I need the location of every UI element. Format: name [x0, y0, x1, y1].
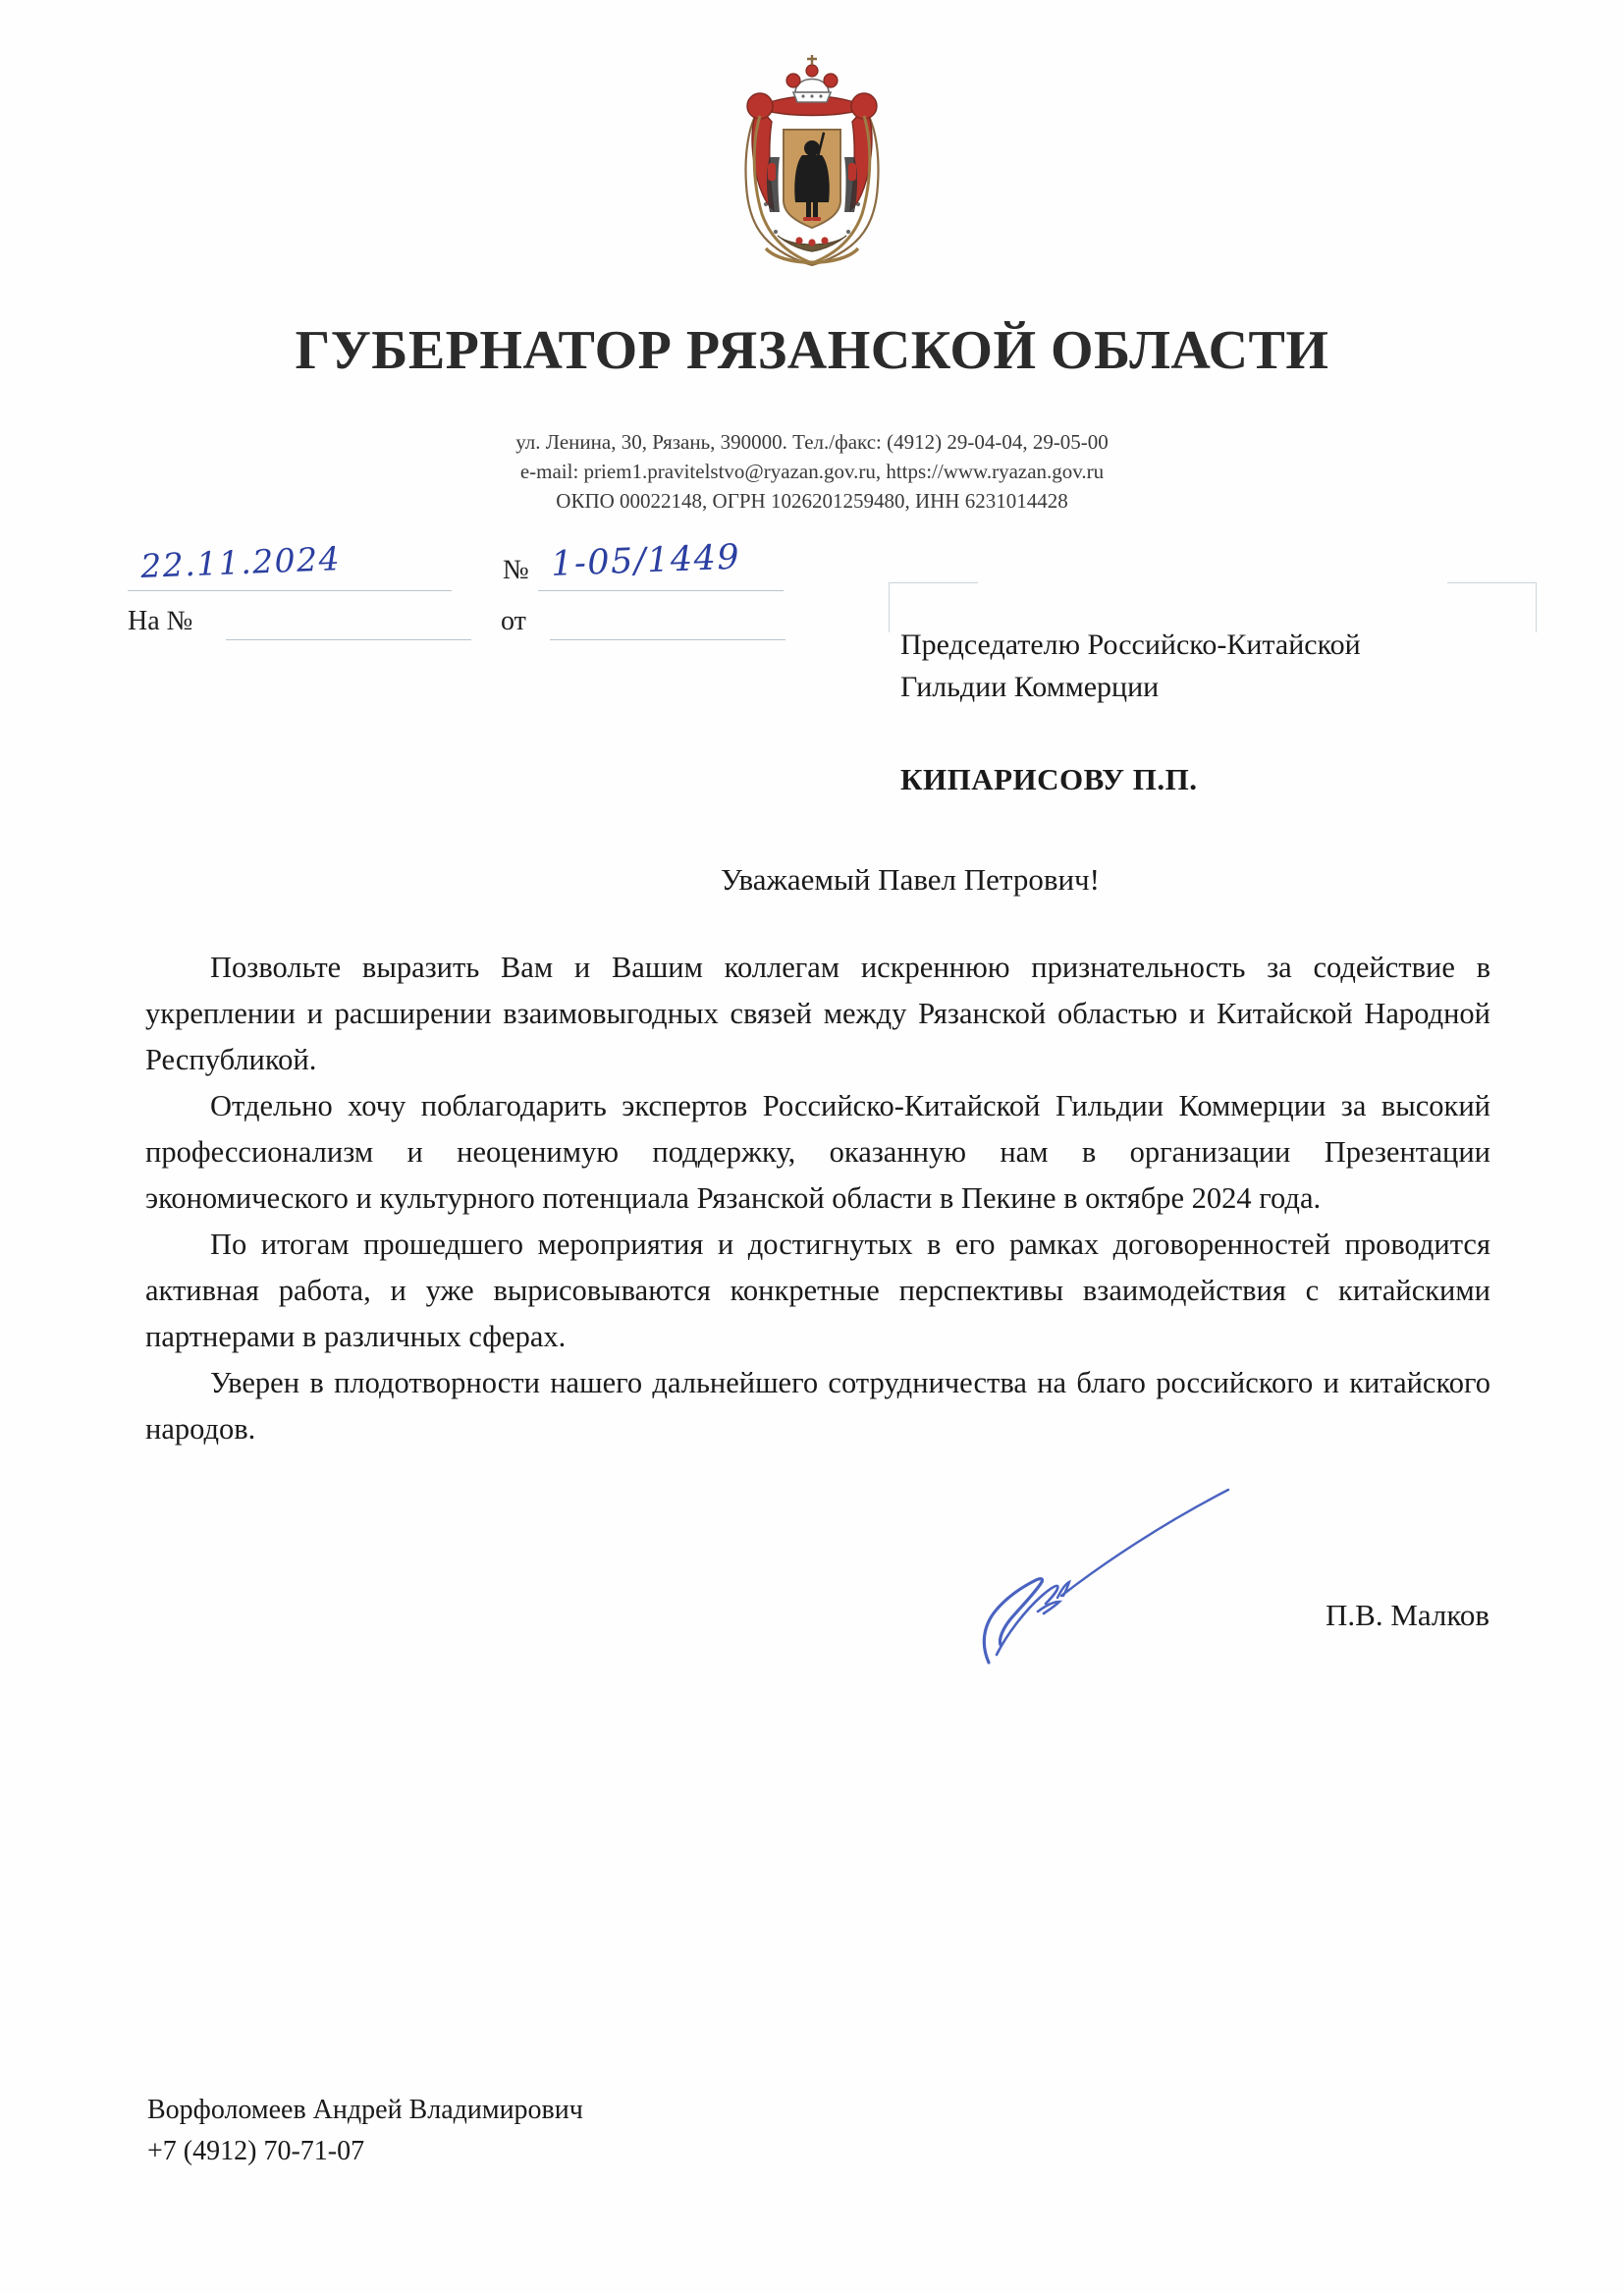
addressee-position-line-2: Гильдии Коммерции — [900, 671, 1160, 703]
reference-row-outgoing — [128, 537, 815, 596]
body-paragraph: По итогам прошедшего мероприятия и достигнутых в его рамках договоренностей проводится активная работа, и уже вырисовываются конкретные перспективы взаимодействия с китайскими партнерами в различных сферах. — [145, 1228, 1490, 1353]
coat-of-arms-icon — [709, 47, 915, 293]
on-number-label: На № — [128, 606, 193, 636]
number-label: № — [503, 555, 529, 585]
letter-body — [145, 945, 1490, 1452]
from-date-label: от — [501, 606, 526, 636]
body-paragraph: Отдельно хочу поблагодарить экспертов Российско-Китайской Гильдии Коммерции за высокий профессионализм и неоценимую поддержку, оказанную нам в организации Презентации экономического и культурного потенциала Рязанской области в Пекине в октябре 2024 года. — [145, 1089, 1490, 1215]
addressee-position — [900, 624, 1529, 708]
emblem-container — [0, 47, 1624, 293]
executor-contact — [147, 2090, 583, 2172]
on-number-rule — [226, 639, 471, 640]
body-paragraph: Уверен в плодотворности нашего дальнейшего сотрудничества на благо российского и китайского народов. — [145, 1366, 1490, 1446]
salutation: Уважаемый Павел Петрович! — [721, 862, 1100, 897]
addressee-position-line-1: Председателю Российско-Китайской — [900, 628, 1361, 661]
executor-phone: +7 (4912) 70-71-07 — [147, 2136, 365, 2166]
outgoing-date-handwritten: 22.11.2024 — [139, 539, 342, 585]
outgoing-date-rule — [128, 590, 452, 591]
contacts-registry-line: ОКПО 00022148, ОГРН 1026201259480, ИНН 6231014428 — [556, 489, 1068, 513]
from-date-rule — [550, 639, 785, 640]
reference-row-incoming — [128, 596, 815, 643]
outgoing-number-handwritten: 1-05/1449 — [550, 537, 741, 584]
letterhead-contacts — [0, 427, 1624, 516]
signature-mark — [967, 1488, 1252, 1674]
page-title: ГУБЕРНАТОР РЯЗАНСКОЙ ОБЛАСТИ — [295, 320, 1329, 381]
executor-name: Ворфоломеев Андрей Владимирович — [147, 2095, 583, 2125]
addressee-name: КИПАРИСОВУ П.П. — [900, 762, 1198, 796]
contacts-address-line: ул. Ленина, 30, Рязань, 390000. Тел./факс: (4912) 29-04-04, 29-05-00 — [515, 430, 1109, 454]
outgoing-number-rule — [538, 590, 784, 591]
contacts-email-line: e-mail: priem1.pravitelstvo@ryazan.gov.ru, https://www.ryazan.gov.ru — [519, 460, 1105, 483]
body-paragraph: Позвольте выразить Вам и Вашим коллегам искреннюю признательность за содействие в укреплении и расширении взаимовыгодных связей между Рязанской областью и Китайской Народной Республикой. — [145, 951, 1490, 1076]
reference-block — [128, 537, 815, 643]
signer-name: П.В. Малков — [1326, 1598, 1490, 1632]
